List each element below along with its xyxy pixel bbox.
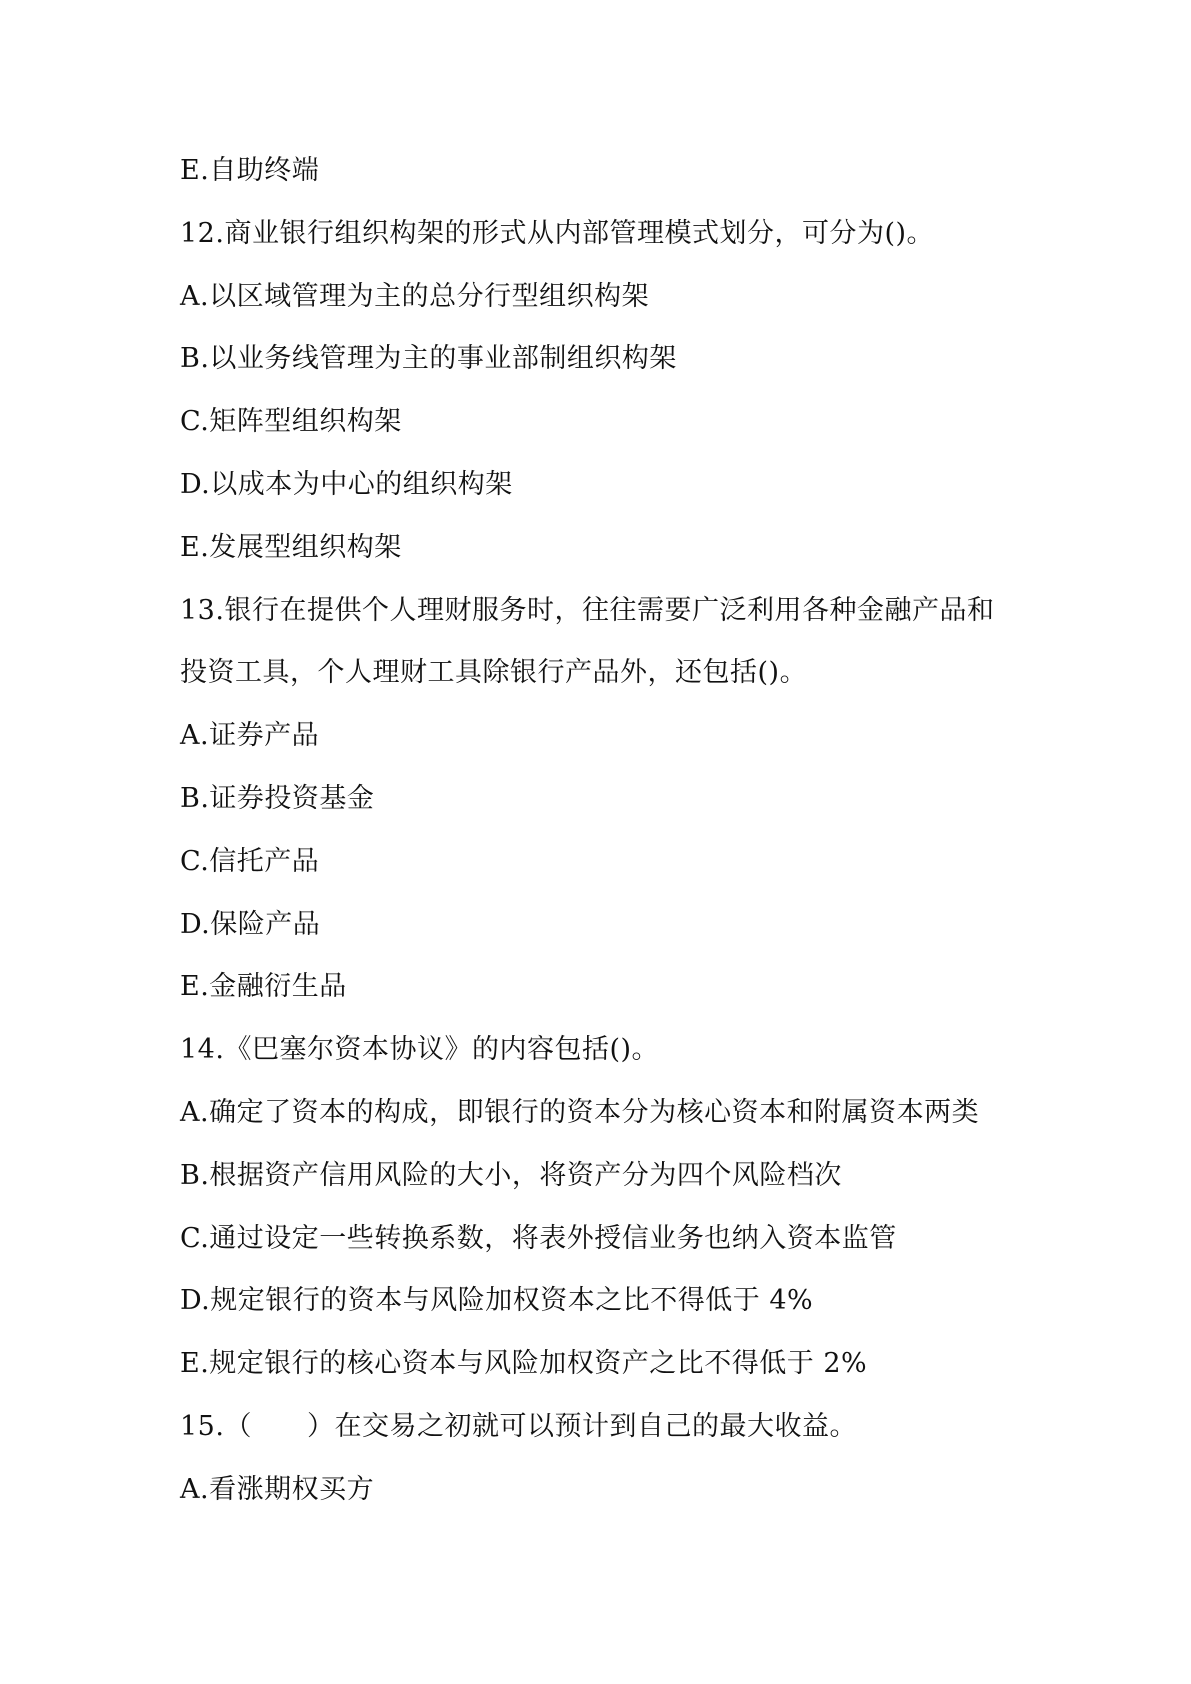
option-b-line: B.根据资产信用风险的大小，将资产分为四个风险档次 [180, 1159, 842, 1191]
option-d-line: D.规定银行的资本与风险加权资本之比不得低于 4% [180, 1285, 814, 1317]
option-a-line: A.看涨期权买方 [180, 1473, 375, 1505]
question-14-line: 14.《巴塞尔资本协议》的内容包括()。 [180, 1034, 660, 1066]
option-a-line: A.证券产品 [180, 720, 320, 752]
option-c-line: C.信托产品 [180, 845, 320, 877]
option-a-line: A.确定了资本的构成，即银行的资本分为核心资本和附属资本两类 [180, 1096, 980, 1128]
question-12-line: 12.商业银行组织构架的形式从内部管理模式划分，可分为()。 [180, 217, 935, 249]
question-15-line: 15.（ ）在交易之初就可以预计到自己的最大收益。 [180, 1410, 857, 1442]
option-d-line: D.以成本为中心的组织构架 [180, 468, 513, 500]
option-b-line: B.以业务线管理为主的事业部制组织构架 [180, 343, 677, 375]
option-d-line: D.保险产品 [180, 908, 321, 940]
option-c-line: C.矩阵型组织构架 [180, 406, 402, 438]
question-13-continued-line: 投资工具，个人理财工具除银行产品外，还包括()。 [180, 657, 808, 689]
option-e-line: E.发展型组织构架 [180, 531, 402, 563]
option-c-line: C.通过设定一些转换系数，将表外授信业务也纳入资本监管 [180, 1222, 897, 1254]
option-e-line: E.金融衍生品 [180, 971, 347, 1003]
option-e-line: E.规定银行的核心资本与风险加权资产之比不得低于 2% [180, 1348, 868, 1380]
option-b-line: B.证券投资基金 [180, 782, 375, 814]
option-e-line: E.自助终端 [180, 155, 320, 186]
document-body [180, 140, 1040, 1522]
option-a-line: A.以区域管理为主的总分行型组织构架 [180, 280, 650, 312]
question-13-line: 13.银行在提供个人理财服务时，往往需要广泛利用各种金融产品和 [180, 594, 995, 626]
